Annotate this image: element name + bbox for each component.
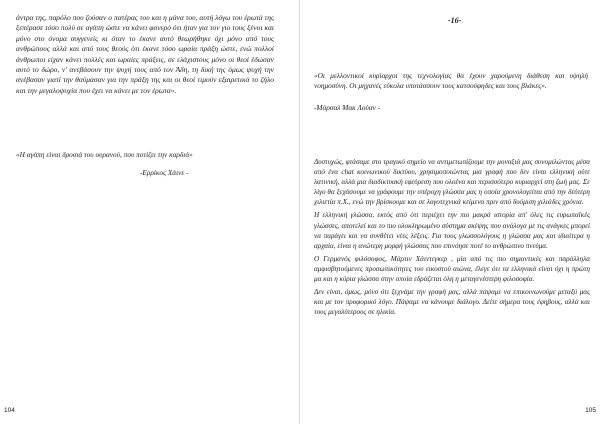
page-number-left: 104 <box>4 407 15 414</box>
left-body-text: άντρα της, παρόλο που ζούσαν ο πατέρας του και η μάνα του, αυτή λόγω του έρωτά της ξεπέρασε τόσο πολύ σε αγάπη ώστε να κάνει φανερό ότι ήταν για τον γιο τους ξένοι και μόνο στο όνομα συγγενείς κι όταν το έκανε αυτό θεωρήθηκε όχι μόνο από τους ανθρώπους αλλά και από τους θεούς ότι έκανε τόσο ωραία πράξη ώστε, ενώ πολλοί άνθρωποι είχαν κάνει πολλές και ωραίες πράξεις, σε ελάχιστους μόνο οι θεοί έδωσαν αυτό το δώρο, ν' ανεβάσουν την ψυχή τους από τον Άδη, τη δική της όμως ψυχή την ανέβασαν γιατί την θαύμασαν για την πράξη της και οι θεοί τιμούν εξαιρετικά το ζήλο και την μεγαλοψυχία που έχει να κάνει με τον έρωτα». <box>16 13 274 95</box>
right-body-text <box>314 157 590 320</box>
paragraph: Δεν είναι, όμως, μόνο ότι ξεχνάμε την γραφή μας, αλλά πάψαμε να επικοινωνούμε μεταξύ μας και με τον προφορικό λόγο. Πάψαμε να κάνουμε διάλογο. Δείτε σήμερα τους έφηβους, αλλά και τους μεγαλύτερους σε ηλικία. <box>314 288 590 317</box>
right-quote: «Οι μελλοντικοί κυρίαρχοι της τεχνολογίας θα έχουν χαρούμενη διάθεση και υψηλή νοημοσύνη. Οι μηχανές εύκολα υποτάσσουν τους κατσούφηδες και τους βλάκες». <box>314 71 588 91</box>
paragraph: Δυστυχώς, φτάσαμε στο τραγικό σημείο να αντιμετωπίζουμε την μοναξιά μας συνομιλώντας μέσα από ένα chat κοινωνικού δικτύου, χρησιμοποιώντας μια γραφή που δεν είναι ελληνική ούτε λατινική, αλλά μια διαδικτυακή εφεύρεση που ολοένα και περισσότερο κυριαρχεί στη ζωή μας. Σε λίγο θα ξεχάσουμε να γράφουμε την υπέροχη γλώσσα μας η οποία χρονολογείται από την δεύτερη χιλιετία π.Χ., ενώ την βρίσκουμε και σε λογοτεχνικά κείμενα πριν από δυόμιση χιλιάδες χρόνια. <box>314 158 590 207</box>
left-quote: «Η αγάπη είναι δροσιά του ουρανού, που ποτίζει την καρδιά» <box>16 150 193 159</box>
chapter-heading: -16- <box>448 16 462 25</box>
left-quote-author: -Ερρίκος Χάινε - <box>140 168 189 177</box>
right-quote-author: -Μάρσαλ Μακ Λούαν - <box>314 103 381 112</box>
paragraph: Ο Γερμανός φιλόσοφος, Μάρτιν Χάιντεγκερ , μία από τις πιο σημαντικές και παράλληλα αμφισβητούμενες προσωπικότητες του εικοστού αιώνα, έλεγε ότι τα ελληνικά είναι όχι η πρώτη μα και η κύρια γλώσσα στην οποία εδράζεται όλη η μεταγενέστερη φιλοσοφία. <box>314 254 590 284</box>
right-page <box>300 0 600 424</box>
paragraph: Η ελληνική γλώσσα, εκτός από ότι περιέχει την πιο μακρά ιστορία απ' όλες τις ευρωπαϊκές γλώσσες, αποτελεί και το πιο ολοκληρωμένο σύστημα σκέψης που ανάλογα με τις ανάγκες μπορεί να παράγει και να συνθέτει νέες λέξεις. Για τους γλωσσολόγους η γλώσσα μας και ιδιαίτερα η αρχαία, είναι η ανώτερη μορφή γλώσσας που επινόησε ποτέ το ανθρώπινο πνεύμα. <box>314 211 590 250</box>
page-number-right: 105 <box>585 407 596 414</box>
